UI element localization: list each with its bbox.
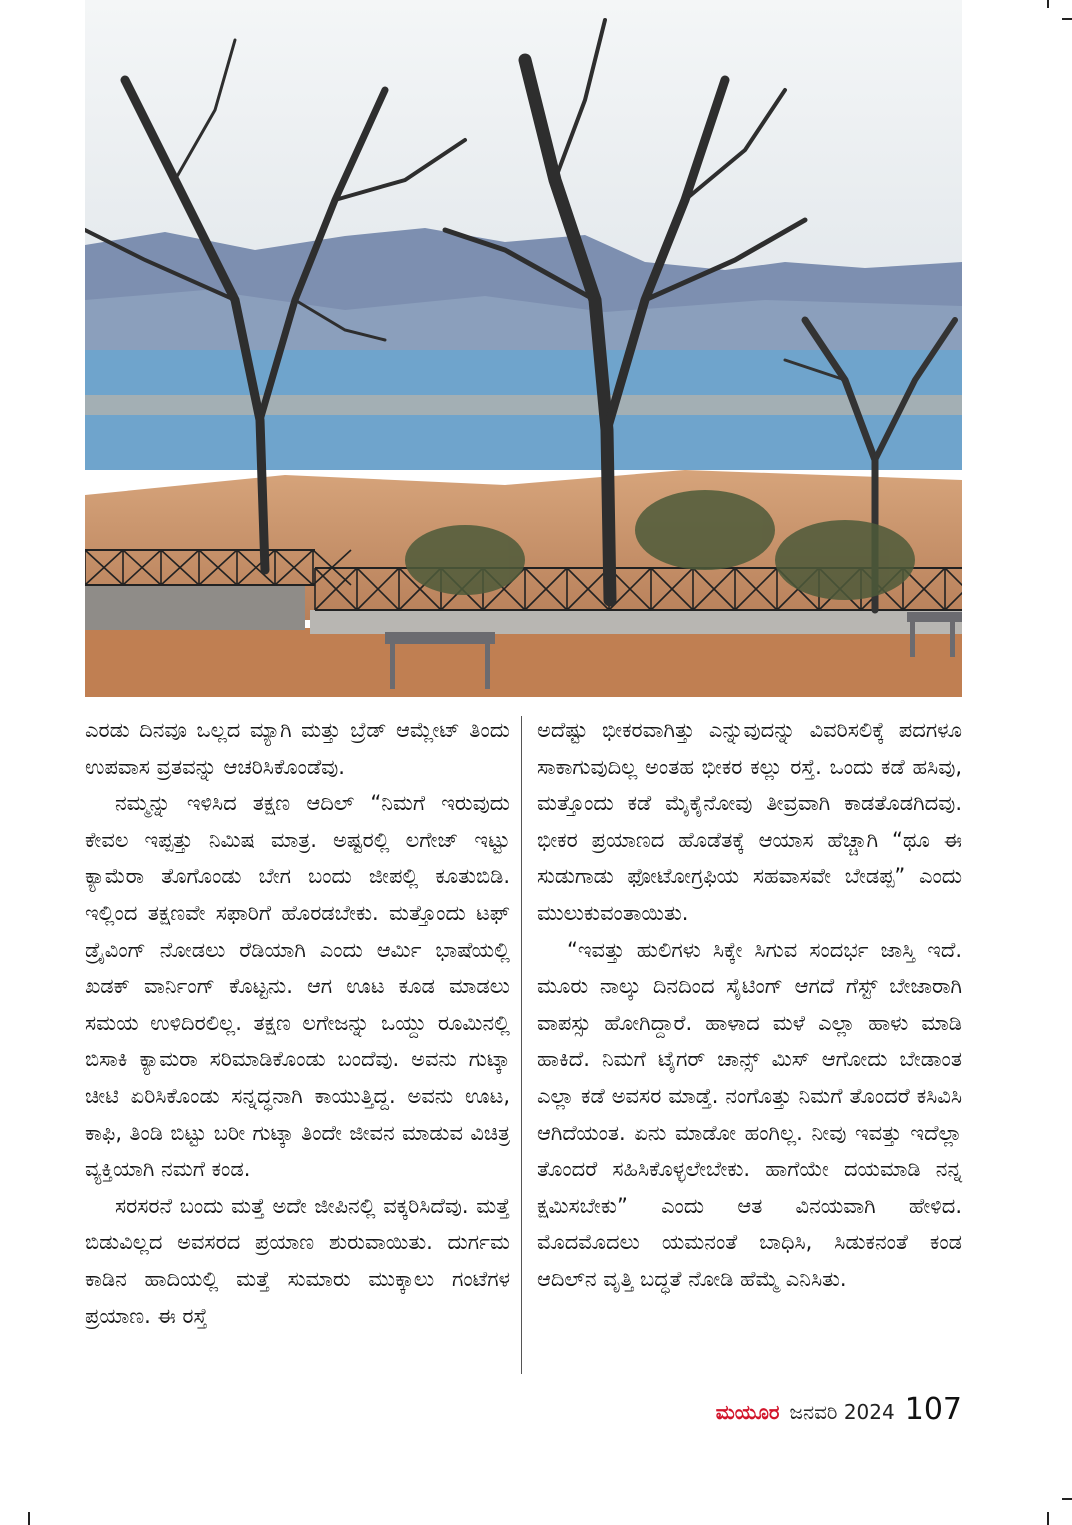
crop-mark-top-right bbox=[1047, 0, 1049, 8]
deck bbox=[85, 585, 305, 630]
crop-mark-bottom-right bbox=[1047, 1512, 1049, 1525]
page-number: 107 bbox=[904, 1392, 962, 1427]
ground bbox=[85, 628, 962, 697]
issue-date: ಜನವರಿ 2024 bbox=[789, 1400, 895, 1424]
lake-band bbox=[85, 395, 962, 415]
landscape-photo bbox=[85, 0, 962, 697]
wall bbox=[310, 610, 962, 634]
paragraph: ಸರಸರನೆ ಬಂದು ಮತ್ತೆ ಅದೇ ಜೀಪಿನಲ್ಲಿ ವಕ್ಕರಿಸಿದೆವು. ಮತ್ತೆ ಬಿಡುವಿಲ್ಲದ ಅವಸರದ ಪ್ರಯಾಣ ಶುರುವಾಯಿತು. ದುರ್ಗಮ ಕಾಡಿನ ಹಾದಿಯಲ್ಲಿ ಮತ್ತೆ ಸುಮಾರು ಮುಕ್ಕಾಲು ಗಂಟೆಗಳ ಪ್ರಯಾಣ. ಈ ರಸ್ತೆ bbox=[85, 1193, 510, 1328]
magazine-brand: ಮಯೂರ bbox=[715, 1400, 780, 1424]
crop-mark-right-top bbox=[1062, 18, 1072, 20]
paragraph: ನಮ್ಮನ್ನು ಇಳಿಸಿದ ತಕ್ಷಣ ಆದಿಲ್ “ನಿಮಗೆ ಇರುವುದು ಕೇವಲ ಇಪ್ಪತ್ತು ನಿಮಿಷ ಮಾತ್ರ. ಅಷ್ಟರಲ್ಲಿ ಲಗೇಜ್ ಇಟ್ಟು ಕ್ಯಾಮೆರಾ ತೊಗೊಂಡು ಬೇಗ ಬಂದು ಜೀಪಲ್ಲಿ ಕೂತುಬಿಡಿ. ಇಲ್ಲಿಂದ ತಕ್ಷಣವೇ ಸಫಾರಿಗೆ ಹೊರಡಬೇಕು. ಮತ್ತೊಂದು ಟಫ್ ಡ್ರೈವಿಂಗ್ ನೋಡಲು ರೆಡಿಯಾಗಿ ಎಂದು ಆರ್ಮಿ ಭಾಷೆಯಲ್ಲಿ ಖಡಕ್ ವಾರ್ನಿಂಗ್ ಕೊಟ್ಟನು. ಆಗ ಊಟ ಕೂಡ ಮಾಡಲು ಸಮಯ ಉಳಿದಿರಲಿಲ್ಲ. ತಕ್ಷಣ ಲಗೇಜನ್ನು ಒಯ್ದು ರೂಮಿನಲ್ಲಿ ಬಿಸಾಕಿ ಕ್ಯಾಮರಾ ಸರಿಮಾಡಿಕೊಂಡು ಬಂದೆವು. ಅವನು ಗುಟ್ಕಾ ಚೀಟಿ ಏರಿಸಿಕೊಂಡು ಸನ್ನದ್ಧನಾಗಿ ಕಾಯುತ್ತಿದ್ದ. ಅವನು ಊಟ, ಕಾಫಿ, ತಿಂಡಿ ಬಿಟ್ಟು ಬರೀ ಗುಟ್ಕಾ ತಿಂದೇ ಜೀವನ ಮಾಡುವ ವಿಚಿತ್ರ ವ್ಯಕ್ತಿಯಾಗಿ ನಮಗೆ ಕಂಡ. bbox=[85, 791, 510, 1182]
paragraph: “ಇವತ್ತು ಹುಲಿಗಳು ಸಿಕ್ಕೇ ಸಿಗುವ ಸಂದರ್ಭ ಜಾಸ್ತಿ ಇದೆ. ಮೂರು ನಾಲ್ಕು ದಿನದಿಂದ ಸೈಟಿಂಗ್ ಆಗದೆ ಗೆಸ್ಟ್ ಬೇಜಾರಾಗಿ ವಾಪಸ್ಸು ಹೋಗಿದ್ದಾರೆ. ಹಾಳಾದ ಮಳೆ ಎಲ್ಲಾ ಹಾಳು ಮಾಡಿ ಹಾಕಿದೆ. ನಿಮಗೆ ಟೈಗರ್ ಚಾನ್ಸ್ ಮಿಸ್ ಆಗೋದು ಬೇಡಾಂತ ಎಲ್ಲಾ ಕಡೆ ಅವಸರ ಮಾಡ್ತೆ. ನಂಗೊತ್ತು ನಿಮಗೆ ತೊಂದರೆ ಕಸಿವಿಸಿ ಆಗಿದೆಯಂತ. ಏನು ಮಾಡೋ ಹಂಗಿಲ್ಲ. ನೀವು ಇವತ್ತು ಇದೆಲ್ಲಾ ತೊಂದರೆ ಸಹಿಸಿಕೊಳ್ಳಲೇಬೇಕು. ಹಾಗೆಯೇ ದಯಮಾಡಿ ನನ್ನ ಕ್ಷಮಿಸಬೇಕು” ಎಂದು ಆತ ವಿನಯವಾಗಿ ಹೇಳಿದ. ಮೊದಮೊದಲು ಯಮನಂತೆ ಬಾಧಿಸಿ, ಸಿಡುಕನಂತೆ ಕಂಡ ಆದಿಲ್‌ನ ವೃತ್ತಿ ಬದ್ಧತೆ ನೋಡಿ ಹೆಮ್ಮೆ ಎನಿಸಿತು. bbox=[537, 937, 962, 1291]
page-footer bbox=[716, 1392, 962, 1432]
article-column-right bbox=[537, 712, 962, 1298]
article-column-left bbox=[85, 712, 510, 1334]
crop-mark-bottom-left bbox=[28, 1512, 30, 1525]
paragraph: ಎರಡು ದಿನವೂ ಒಲ್ಲದ ಮ್ಯಾಗಿ ಮತ್ತು ಬ್ರೆಡ್ ಆಮ್ಲೇಟ್ ತಿಂದು ಉಪವಾಸ ವ್ರತವನ್ನು ಆಚರಿಸಿಕೊಂಡೆವು. bbox=[85, 718, 510, 779]
column-divider bbox=[521, 716, 522, 1374]
paragraph: ಅದೆಷ್ಟು ಭೀಕರವಾಗಿತ್ತು ಎನ್ನುವುದನ್ನು ವಿವರಿಸಲಿಕ್ಕೆ ಪದಗಳೂ ಸಾಕಾಗುವುದಿಲ್ಲ ಅಂತಹ ಭೀಕರ ಕಲ್ಲು ರಸ್ತೆ. ಒಂದು ಕಡೆ ಹಸಿವು, ಮತ್ತೊಂದು ಕಡೆ ಮೈಕೈನೋವು ತೀವ್ರವಾಗಿ ಕಾಡತೊಡಗಿದವು. ಭೀಕರ ಪ್ರಯಾಣದ ಹೊಡೆತಕ್ಕೆ ಆಯಾಸ ಹೆಚ್ಚಾಗಿ “ಥೂ ಈ ಸುಡುಗಾಡು ಫೋಟೋಗ್ರಫಿಯ ಸಹವಾಸವೇ ಬೇಡಪ್ಪ” ಎಂದು ಮುಲುಕುವಂತಾಯಿತು. bbox=[537, 718, 962, 925]
crop-mark-right-bottom bbox=[1062, 1498, 1072, 1500]
